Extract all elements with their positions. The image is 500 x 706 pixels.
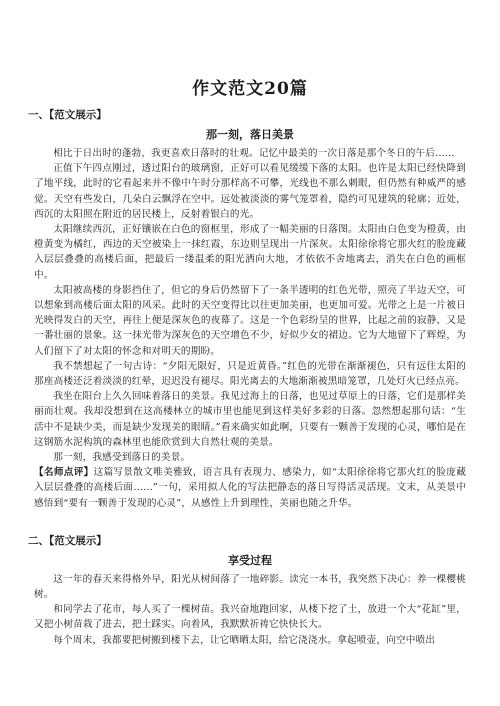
paragraph: 那一刻，我感受到落日的美景。 — [53, 452, 191, 464]
paragraph: 太阳被高楼的身影挡住了，但它的身后仍然留下了一条半透明的红色光带，照亮了半边天空，可以想象到高楼后面太阳的风采。此时的天空变得比以往更加美丽，也更加可爱。光带之上是一片被日光映得发白的天空，再往上便是深灰色的夜幕了。这是一个色彩纷呈的世界，比起之前的寂静，又是一番壮丽的景象。这一抹光带为深灰色的天空增色不少，好似少女的裙边。它为大地留下了辉煌，为人们留下了对太阳的怀念和对明天的期盼。 — [34, 284, 466, 357]
paragraph: 我坐在阳台上久久回味着落日的美景。我见过海上的日落，也见过草原上的日落，它们是那样美丽而壮观。我却没想到在这高楼林立的城市里也能见到这样美好多彩的日落。忽然想起那句话：“生活中不是缺少美，而是缺少发现美的眼睛。”看来确实如此啊，只要有一颗善于发现的心灵，哪怕是在这钢筋水泥构筑的森林里也能欣赏到大自然壮观的美景。 — [34, 391, 466, 448]
section-heading-1: 一、【范文展示】 — [28, 109, 107, 121]
paragraph: 我不禁想起了一句古诗：“夕阳无限好，只是近黄昏。”红色的光带在渐渐褪色，只有远住太阳的那座高楼还泛着淡淡的红晕，迟迟没有褪尽。阳光离去的大地渐渐被黑暗笼罩，几处灯火已经点亮。 — [34, 360, 466, 388]
page-title: 作文范文20篇 — [192, 79, 308, 99]
comment-label: 【名师点评】 — [34, 467, 94, 479]
essay-title-2: 享受过程 — [228, 553, 272, 567]
comment-text: 这篇写景散文唯美雅致，语言具有表现力、感染力，如“太阳徐徐将它那火红的脸庞藏入层层叠叠的高楼后面……”一句，采用拟人化的写法把静态的落日写得活灵活现。文末，从美景中感悟到“要有一颗善于发现的心灵”，从感性上升到理性，美丽也随之升华。 — [34, 467, 466, 509]
teacher-comment — [34, 465, 466, 511]
paragraph: 太阳继续西沉，正好镶嵌在白色的窗框里，形成了一幅美丽的日落图。太阳由白色变为橙黄，由橙黄变为橘红，西边的天空被染上一抹红霞，东边则呈现出一片深灰。太阳徐徐将它那火红的脸庞藏入层层叠叠的高楼后面，把最后一缕温柔的阳光洒向大地，才依依不舍地离去，消失在白色的画框中。 — [34, 224, 466, 281]
paragraph: 这一年的春天来得格外早，阳光从树间落了一地碎影。读完一本书，我突然下决心：养一棵樱桃树。 — [34, 573, 466, 601]
section-gap — [34, 511, 466, 527]
essay-title-1: 那一刻，落日美景 — [206, 128, 294, 141]
paragraph: 每个周末，我都要把树搬到楼下去，让它晒晒太阳，给它浇浇水。拿起喷壶，向空中喷出 — [53, 634, 436, 646]
paragraph: 相比于日出时的蓬勃，我更喜欢日落时的壮观。记忆中最美的一次日落是那个冬日的午后…… — [53, 148, 455, 159]
section-heading-2: 二、【范文展示】 — [28, 534, 107, 547]
paragraph: 和同学去了花市，每人买了一棵树苗。我兴奋地跑回家，从楼下挖了土，放进一个大“花缸”里，又把小树苗栽了进去，把土踩实。向着风，我默默祈祷它快快长大。 — [34, 604, 466, 631]
paragraph: 正值下午四点刚过，透过阳台的玻璃窗，正好可以看见缓缓下落的太阳。也许是太阳已经快降到了地平线，此时的它看起来并不像中午时分那样高不可攀，光线也不那么刺眼，但仍然有种威严的感觉。天空有些发白，几朵白云飘浮在空中。远处被淡淡的雾气笼罩着，隐约可见建筑的轮廓；近处，西沉的太阳照在附近的居民楼上，反射着银白的光。 — [34, 163, 466, 220]
